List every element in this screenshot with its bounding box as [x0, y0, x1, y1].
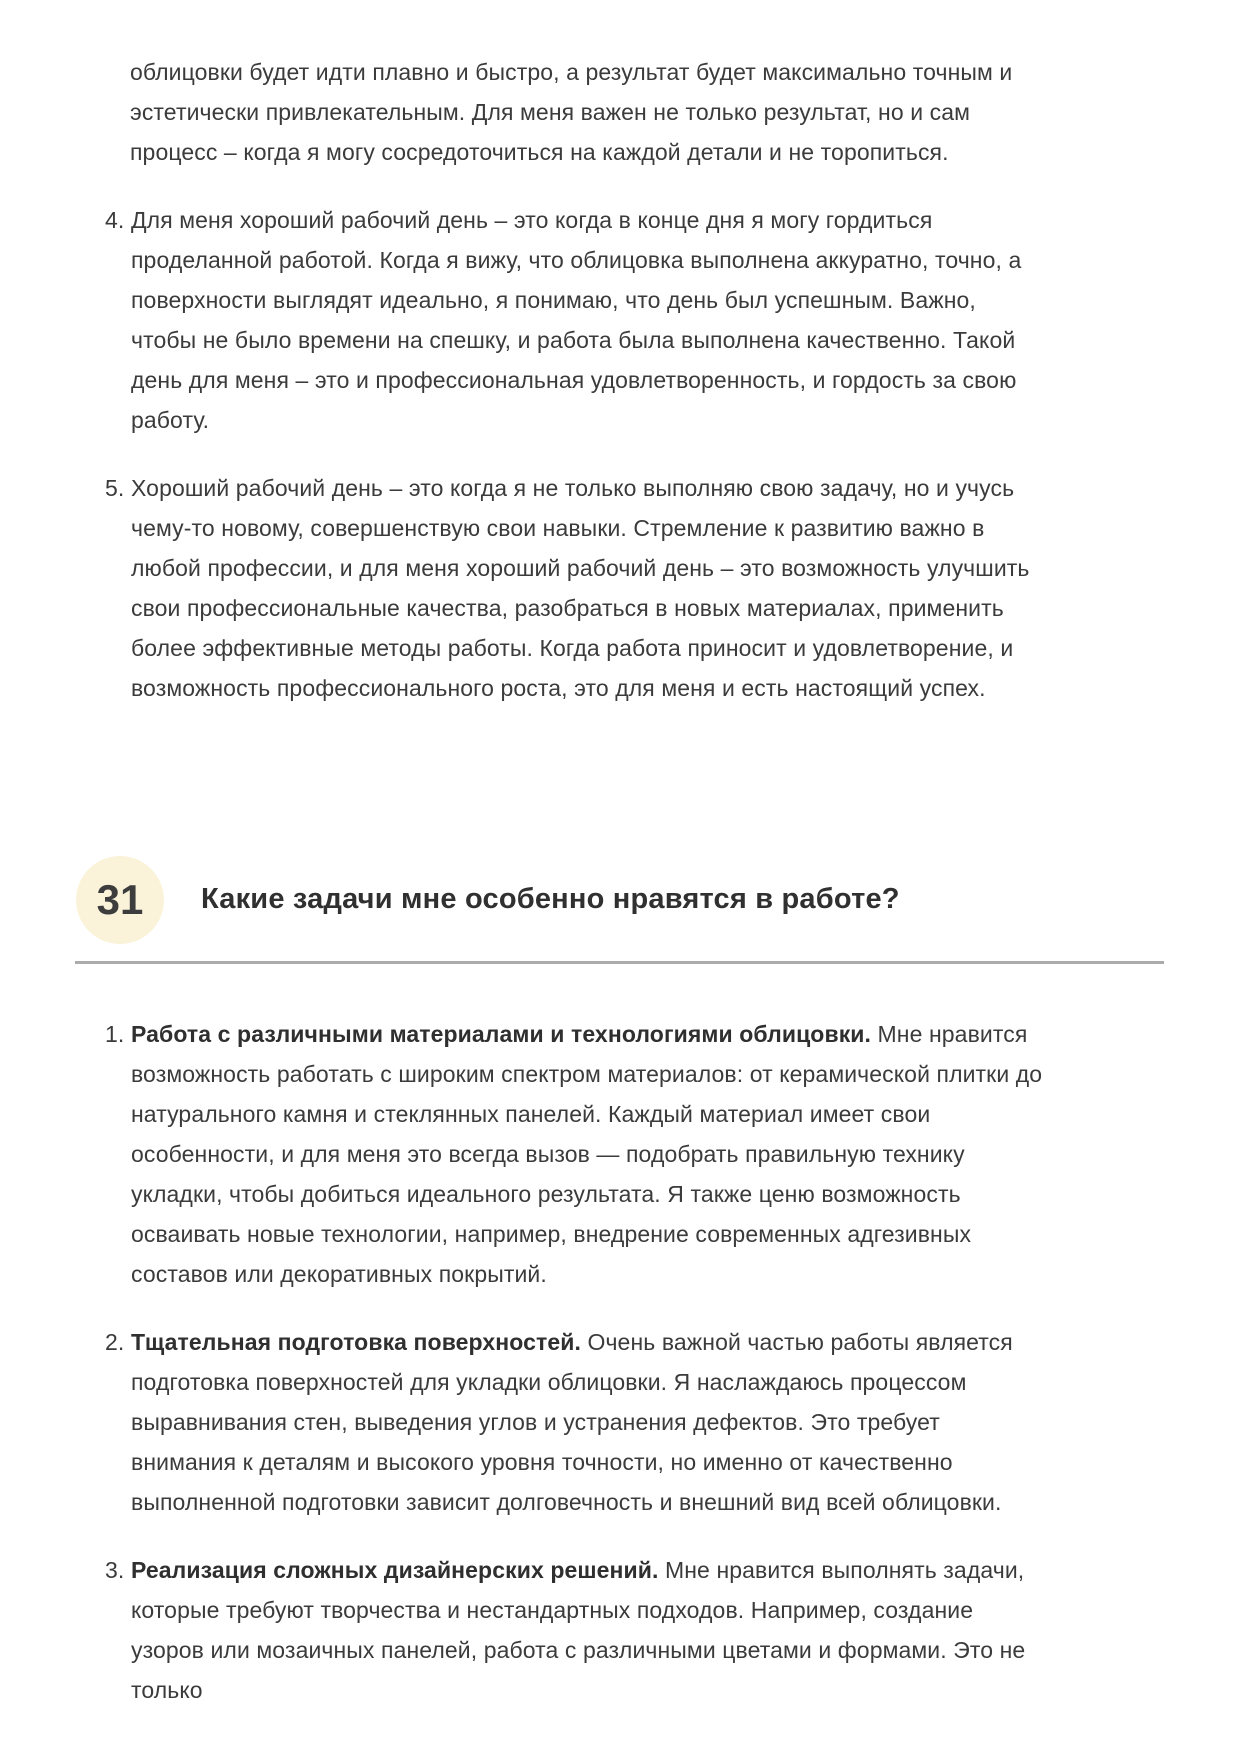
list-item-text: Хороший рабочий день – это когда я не только выполняю свою задачу, но и учусь чему-то новому, совершенствую свои навыки. Стремление к развитию важно в любой профессии, и для меня хороший рабочий день – это возможность улучшить свои профессиональные качества, разобраться в новых материалах, применить более эффективные методы работы. Когда работа приносит и удовлетворение, и возможность профессионального роста, это для меня и есть настоящий успех.: [131, 475, 1030, 701]
list-item-4: [105, 200, 1045, 440]
list-item-text: Для меня хороший рабочий день – это когда в конце дня я могу гордиться проделанной работой. Когда я вижу, что облицовка выполнена аккуратно, точно, а поверхности выглядят идеально, я понимаю, что день был успешным. Важно, чтобы не было времени на спешку, и работа была выполнена качественно. Такой день для меня – это и профессиональная удовлетворенность, и гордость за свою работу.: [131, 207, 1022, 433]
list-item-lead: Работа с различными материалами и технологиями облицовки.: [131, 1021, 872, 1047]
list-item-body: Мне нравится возможность работать с широким спектром материалов: от керамической плитки до натурального камня и стеклянных панелей. Каждый материал имеет свои особенности, и для меня это всегда вызов — подобрать правильную технику укладки, чтобы добиться идеального результата. Я также ценю возможность осваивать новые технологии, например, внедрение современных адгезивных составов или декоративных покрытий.: [131, 1021, 1043, 1287]
list-item-lead: Тщательная подготовка поверхностей.: [131, 1329, 581, 1355]
section-title: Какие задачи мне особенно нравятся в работе?: [201, 883, 900, 916]
list-item-number: 1.: [105, 1021, 125, 1047]
paragraph-continuation: облицовки будет идти плавно и быстро, а результат будет максимально точным и эстетически привлекательным. Для меня важен не только результат, но и сам процесс – когда я могу сосредоточиться на каждой детали и не торопиться.: [130, 59, 1013, 165]
numbered-list-top: [105, 200, 1140, 708]
numbered-list-bottom: [105, 1014, 1140, 1710]
list-item-number: 2.: [105, 1329, 125, 1355]
list-item-number: 5.: [105, 475, 125, 501]
list-item-text: [131, 1550, 1045, 1710]
list-item-number: 4.: [105, 207, 125, 233]
section-header: [76, 856, 1140, 944]
question-number: 31: [96, 876, 144, 923]
list-item-body: Очень важной частью работы является подготовка поверхностей для укладки облицовки. Я наслаждаюсь процессом выравнивания стен, выведения углов и устранения дефектов. Это требует внимания к деталям и высокого уровня точности, но именно от качественно выполненной подготовки зависит долговечность и внешний вид всей облицовки.: [131, 1329, 1013, 1515]
list-item-lead: Реализация сложных дизайнерских решений.: [131, 1557, 659, 1583]
question-number-badge: [76, 856, 164, 944]
list-item-3: [105, 1550, 1045, 1710]
list-item-body: Мне нравится выполнять задачи, которые требуют творчества и нестандартных подходов. Например, создание узоров или мозаичных панелей, работа с различными цветами и формами. Это не только: [131, 1557, 1026, 1703]
list-item-number: 3.: [105, 1557, 125, 1583]
list-item-text: [131, 1322, 1045, 1522]
list-item-text: [131, 1014, 1045, 1294]
list-item-5: [105, 468, 1045, 708]
list-item-2: [105, 1322, 1045, 1522]
list-item-1: [105, 1014, 1045, 1294]
section-divider: [75, 961, 1164, 964]
